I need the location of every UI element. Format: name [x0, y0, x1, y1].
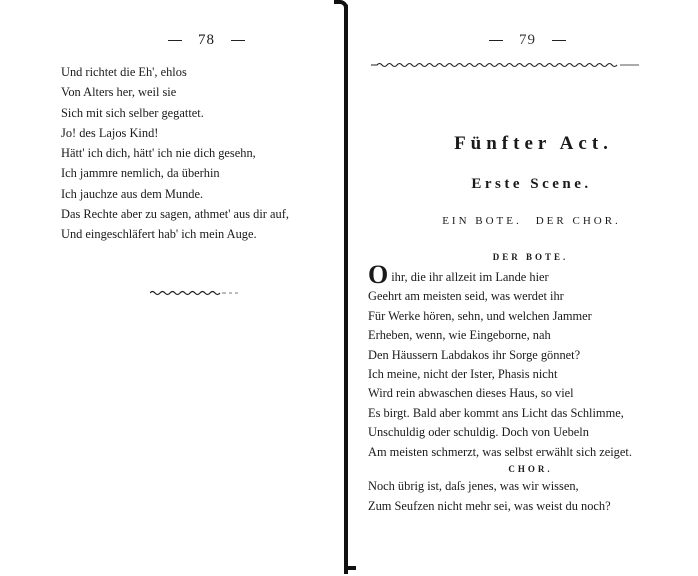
verse-line: Geehrt am meisten seid, was werdet ihr — [368, 289, 564, 304]
verse-line: Zum Seufzen nicht mehr sei, was weist du noch? — [368, 499, 611, 514]
dash-ornament — [168, 40, 182, 42]
verse-line: Es birgt. Bald aber kommt ans Licht das Schlimme, — [368, 405, 624, 420]
verse-block-left — [61, 62, 289, 245]
verse-line: Unschuldig oder schuldig. Doch von Uebeln — [368, 425, 589, 440]
page-number-left: 78 — [152, 32, 261, 49]
scene-title: Erste Scene. — [471, 176, 592, 192]
cast-member: DER CHOR. — [535, 215, 621, 227]
verse-line: Von Alters her, weil sie — [61, 85, 177, 100]
verse-line: Am meisten schmerzt, was selbst erwählt sich zeiget. — [368, 444, 632, 459]
wavy-rule-ornament — [150, 290, 240, 296]
speaker-label: CHOR. — [508, 464, 553, 474]
verse-line: Ich meine, nicht der Ister, Phasis nicht — [368, 367, 558, 382]
speaker-label: DER BOTE. — [492, 252, 569, 262]
drop-cap: O — [368, 260, 389, 289]
verse-line: Erheben, wenn, wie Eingeborne, nah — [368, 328, 551, 343]
book-spine — [344, 4, 348, 574]
speech-chor — [368, 476, 611, 517]
page-number-right: 79 — [473, 32, 582, 49]
wavy-rule-ornament — [371, 62, 639, 68]
verse-line: Wird rein abwaschen dieses Haus, so viel — [368, 386, 574, 401]
speech-bote — [368, 260, 632, 462]
act-title: Fünfter Act. — [454, 133, 613, 154]
verse-line: Hätt' ich dich, hätt' ich nie dich gesehn, — [61, 146, 256, 161]
verse-line: Und eingeschläfert hab' ich mein Auge. — [61, 227, 257, 242]
verse-line: Ich jauchze aus dem Munde. — [61, 186, 204, 201]
verse-line: Und richtet die Eh', ehlos — [61, 65, 187, 79]
verse-line: Ich jammre nemlich, da überhin — [61, 166, 220, 181]
verse-line: Sich mit sich selber gegattet. — [61, 105, 204, 120]
verse-line: Jo! des Lajos Kind! — [61, 125, 159, 140]
left-page — [0, 0, 346, 576]
right-page — [349, 0, 698, 576]
verse-line: Für Werke hören, sehn, und welchen Jammer — [368, 308, 592, 323]
dash-ornament — [552, 40, 566, 42]
verse-line: Noch übrig ist, daſs jenes, was wir wissen, — [368, 479, 579, 493]
dash-ornament — [231, 40, 245, 42]
cast-member: EIN BOTE. — [442, 215, 522, 227]
dash-ornament — [489, 40, 503, 42]
verse-line: Oihr, die ihr allzeit im Lande hier — [368, 260, 549, 289]
cast-list — [349, 215, 698, 227]
verse-line: Den Häussern Labdakos ihr Sorge gönnet? — [368, 347, 581, 362]
verse-line: Das Rechte aber zu sagen, athmet' aus dir auf, — [61, 207, 289, 222]
